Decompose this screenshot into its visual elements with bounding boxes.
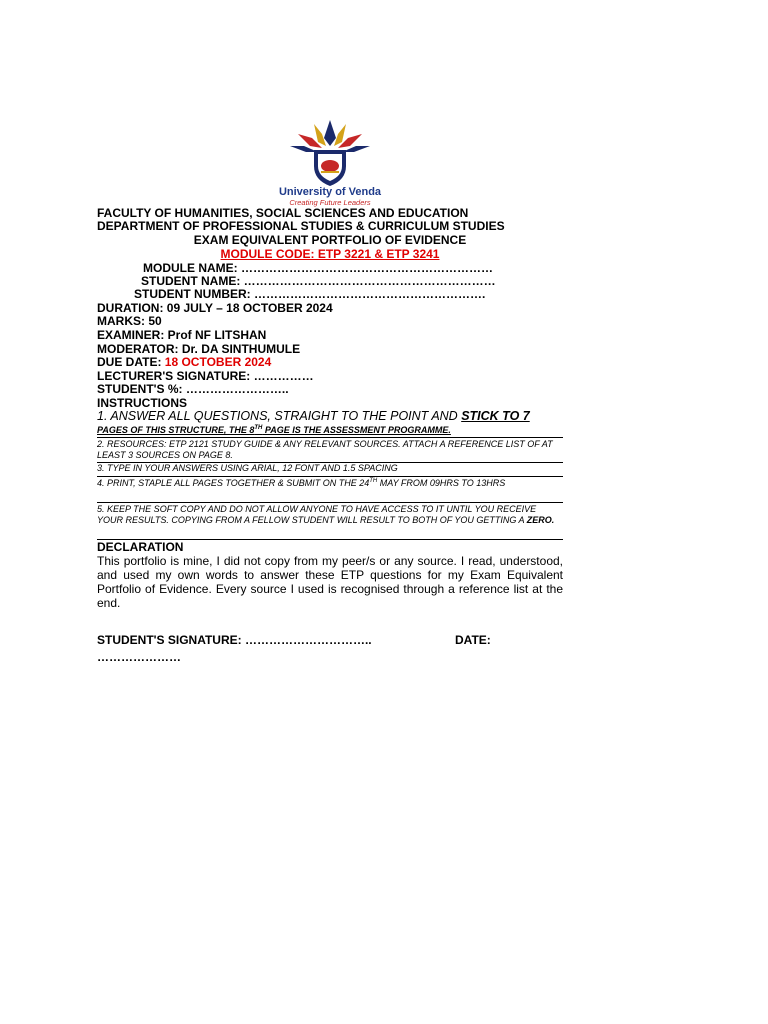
instruction-1-cont-a: PAGES OF THIS STRUCTURE, THE 8: [97, 425, 255, 435]
department-line: DEPARTMENT OF PROFESSIONAL STUDIES & CURRICULUM STUDIES: [97, 219, 505, 233]
due-date-value: 18 OCTOBER 2024: [164, 355, 272, 369]
instruction-1-sup: TH: [254, 425, 263, 431]
instruction-4-sup: TH: [369, 478, 378, 484]
logo-text: [266, 186, 394, 207]
lecturer-signature: LECTURER'S SIGNATURE: ……………: [97, 369, 314, 383]
due-date: [97, 355, 271, 369]
due-date-label: DUE DATE:: [97, 355, 165, 369]
student-name-field: STUDENT NAME: ………………………………………………………: [141, 274, 496, 288]
divider: [97, 502, 563, 503]
instruction-5: [97, 504, 563, 526]
document-title: EXAM EQUIVALENT PORTFOLIO OF EVIDENCE: [193, 233, 467, 247]
university-tagline: Creating Future Leaders: [289, 198, 371, 207]
duration: DURATION: 09 JULY – 18 OCTOBER 2024: [97, 301, 333, 315]
instruction-4: [97, 478, 563, 489]
instruction-4-b: MAY FROM 09HRS TO 13HRS: [377, 478, 506, 488]
instructions-heading: INSTRUCTIONS: [97, 396, 187, 410]
instruction-5-a: 5. KEEP THE SOFT COPY AND DO NOT ALLOW ANYONE TO HAVE ACCESS TO IT UNTIL YOU RECEIVE YOUR RESULTS. COPYING FROM A FELLOW STUDENT WILL RESULT TO BOTH OF YOU GETTING A: [97, 504, 537, 525]
instruction-1-cont: [97, 425, 563, 436]
declaration-text: This portfolio is mine, I did not copy from my peer/s or any source. I read, understood, and used my own words to answer these ETP questions for my Exam Equivalent Portfolio of Evidence. Every source I used is recognised through a reference list at the end.: [97, 554, 563, 610]
date-label: DATE:: [455, 633, 491, 647]
divider: [97, 476, 563, 477]
student-number-field: STUDENT NUMBER: ………………………………………………….: [134, 287, 486, 301]
module-name-field: MODULE NAME: ………………………………………………………: [143, 261, 493, 275]
declaration-heading: DECLARATION: [97, 540, 184, 554]
instruction-2: 2. RESOURCES: ETP 2121 STUDY GUIDE & ANY RELEVANT SOURCES. ATTACH A REFERENCE LIST OF AT LEAST 3 SOURCES ON PAGE 8.: [97, 439, 553, 460]
instruction-1-text: 1. ANSWER ALL QUESTIONS, STRAIGHT TO THE POINT AND: [97, 409, 462, 423]
instruction-4-a: 4. PRINT, STAPLE ALL PAGES TOGETHER & SUBMIT ON THE 24: [97, 478, 370, 488]
examiner: EXAMINER: Prof NF LITSHAN: [97, 328, 267, 342]
moderator: MODERATOR: Dr. DA SINTHUMULE: [97, 342, 301, 356]
crest-feathers: [290, 120, 370, 152]
instruction-5-zero: ZERO.: [526, 515, 555, 525]
date-field: …………………: [97, 650, 181, 664]
student-signature: STUDENT'S SIGNATURE: …………………………..: [97, 633, 372, 647]
crest-shield: [314, 150, 346, 186]
faculty-line: FACULTY OF HUMANITIES, SOCIAL SCIENCES AND EDUCATION: [97, 206, 469, 220]
instruction-1-emphasis: STICK TO 7: [461, 409, 530, 423]
divider: [97, 437, 563, 438]
instruction-3: 3. TYPE IN YOUR ANSWERS USING ARIAL, 12 FONT AND 1.5 SPACING: [97, 463, 398, 473]
instruction-1-cont-b: PAGE IS THE ASSESSMENT PROGRAMME.: [262, 425, 451, 435]
marks: MARKS: 50: [97, 314, 162, 328]
module-code: MODULE CODE: ETP 3221 & ETP 3241: [220, 247, 440, 261]
instruction-1: [97, 409, 530, 423]
university-name: University of Venda: [278, 186, 382, 198]
student-percent: STUDENT'S %: ……………………..: [97, 382, 289, 396]
